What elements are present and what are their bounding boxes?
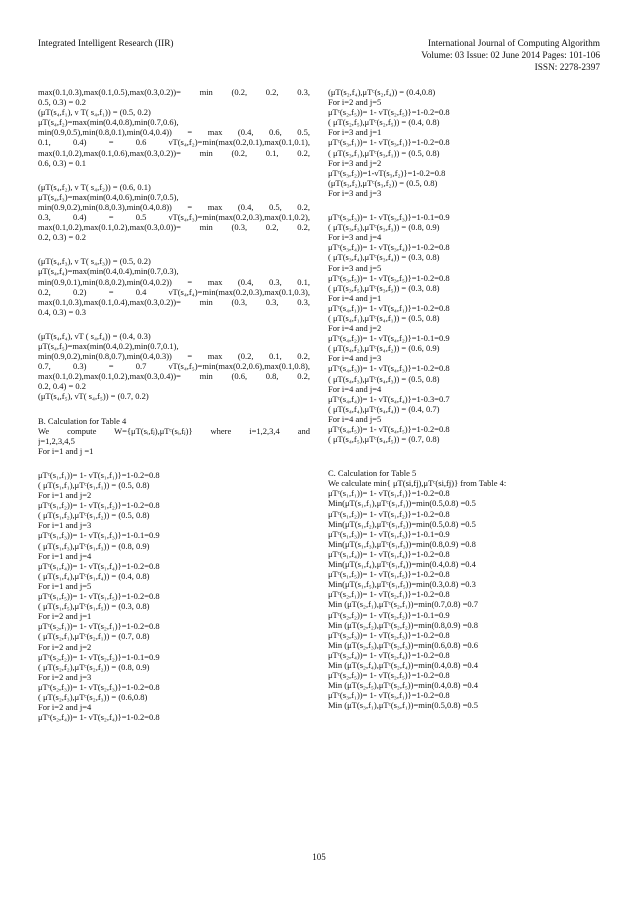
- text-line: max(0.1,0.3),max(0.1,0.5),max(0.3,0.2))= min (0.2, 0.2, 0.3,: [38, 87, 310, 97]
- text-line: ( μT(s₂,f₁),μTᶜ(s₂,f₁)) = (0.7, 0.8): [38, 631, 150, 642]
- text-line: For i=2 and j=2: [38, 641, 92, 652]
- text-line: ( μT(s₄,f₃),μTᶜ(s₄,f₃)) = (0.5, 0.8): [328, 373, 440, 384]
- text-line: Min(μT(s₁,f₂),μTᶜ(s₁,f₂))=min(0.5,0.8) =0.5: [328, 518, 476, 529]
- text-line: For i=2 and j=5: [328, 97, 382, 108]
- text-line: (μT(s₄,f₁), ν T( s₄,f₁)) = (0.5, 0.2): [38, 107, 151, 118]
- journal-volume: Volume: 03 Issue: 02 June 2014 Pages: 101-106: [421, 51, 600, 62]
- text-line: (μT(s₄,f₃), ν T( s₄,f₃)) = (0.5, 0.2): [38, 256, 151, 267]
- running-header-right: [421, 38, 600, 75]
- text-line: ( μT(s₄,f₁),μTᶜ(s₄,f₁)) = (0.5, 0.8): [328, 312, 440, 323]
- text-line: ( μT(s₄,f₂),μTᶜ(s₄,f₂)) = (0.6, 0.9): [328, 343, 440, 354]
- text-line: ( μT(s₁,f₂),μTᶜ(s₁,f₂)) = (0.5, 0.8): [38, 510, 150, 521]
- text-line: Min (μT(s₃,f₁),μTᶜ(s₃,f₁))=min(0.5,0.8) =0.5: [328, 700, 479, 711]
- text-line: max(0.1,0.2),max(0.1,0.6),max(0.3,0.2))= min (0.2, 0.1, 0.2,: [38, 147, 310, 158]
- text-line: μTᶜ(s₂,f₄))= 1- νT(s₂,f₄)}=1-0.2=0.8: [38, 712, 160, 723]
- spacer: [38, 168, 310, 182]
- text-line: Min(μT(s₁,f₃),μTᶜ(s₁,f₃))=min(0.8,0.9) =0.8: [328, 538, 476, 549]
- text-line: μTᶜ(s₂,f₅))= 1- νT(s₂,f₅)}=1-0.2=0.8: [328, 107, 450, 118]
- text-line: μTᶜ(s₄,f₃))= 1- νT(s₄,f₃)}=1-0.2=0.8: [328, 363, 450, 374]
- text-line: ( μT(s₃,f₅),μTᶜ(s₃,f₅)) = (0.3, 0.8): [328, 282, 440, 293]
- text-line: For i=3 and j=5: [328, 262, 382, 273]
- text-line: μTᶜ(s₁,f₄))= 1- νT(s₁,f₄)}=1-0.2=0.8: [328, 548, 450, 559]
- text-line: For i=1 and j =1: [38, 445, 94, 456]
- text-line: max(0.1,0.3),max(0.1,0.4),max(0.3,0.2))= min (0.3, 0.3, 0.3,: [38, 296, 310, 307]
- text-line: μTᶜ(s₄,f₁))= 1- νT(s₄,f₁)}=1-0.2=0.8: [328, 302, 450, 313]
- text-line: max(0.1,0.2),max(0.1,0.2),max(0.3,0.0))= min (0.3, 0.2, 0.2,: [38, 222, 310, 233]
- text-line: μTᶜ(s₂,f₂))= 1- νT(s₂,f₂)}=1-0.1=0.9: [38, 651, 160, 662]
- text-line: We compute W={μT(sᵢ,fⱼ),μTᶜ(sᵢ,fⱼ)} where i=1,2,3,4 and: [38, 425, 310, 436]
- journal-publisher: Integrated Intelligent Research (IIR): [38, 39, 174, 49]
- text-line: μTᶜ(s₂,f₃))= 1- νT(s₂,f₃)}=1-0.2=0.8: [328, 629, 450, 640]
- text-line: For i=4 and j=3: [328, 353, 382, 364]
- text-line: 0.1, 0.4) = 0.6 νT(s₄,f₂)=min(max(0.2,0.1),max(0.1,0.1),: [38, 137, 310, 148]
- text-line: μTᶜ(s₁,f₃))= 1- νT(s₁,f₃)}=1-0.1=0.9: [328, 528, 450, 539]
- spacer: [328, 444, 600, 468]
- spacer: [38, 242, 310, 256]
- text-line: μTᶜ(s₁,f₁))= 1- νT(s₁,f₁)}=1-0.2=0.8: [328, 488, 450, 499]
- text-line: For i=3 and j=4: [328, 232, 382, 243]
- text-line: For i=1 and j=5: [38, 580, 92, 591]
- text-line: For i=2 and j=3: [38, 671, 92, 682]
- text-line: Min (μT(s₂,f₁),μTᶜ(s₂,f₁))=min(0.7,0.8) =0.7: [328, 599, 479, 610]
- text-line: μT(s₄,f₂)=max(min(0.4,0.8),min(0.7,0.6),: [38, 117, 179, 128]
- text-line: ( μT(s₃,f₃),μTᶜ(s₃,f₃)) = (0.8, 0.9): [328, 222, 440, 233]
- text-line: μTᶜ(s₃,f₅))= 1- νT(s₃,f₅)}=1-0.2=0.8: [328, 272, 450, 283]
- text-line: For i=3 and j=2: [328, 157, 382, 168]
- text-line: min(0.9,0.2),min(0.8,0.7),min(0.4,0.3)) = max (0.2, 0.1, 0.2,: [38, 351, 310, 362]
- text-line: μTᶜ(s₁,f₅))= 1- νT(s₁,f₅)}=1-0.2=0.8: [38, 591, 160, 602]
- text-line: (μT(s₂,f₄),μTᶜ(s₂,f₄)) = (0.4,0.8): [328, 87, 436, 97]
- text-line: min(0.9,0.5),min(0.8,0.1),min(0.4,0.4)) = max (0.4, 0.6, 0.5,: [38, 127, 310, 138]
- text-line: (μT(s₃,f₂),μTᶜ(s₃,f₂)) = (0.5, 0.8): [328, 177, 438, 188]
- text-line: (μT(s₄,f₅), νT( s₄,f₅)) = (0.7, 0.2): [38, 391, 149, 402]
- text-line: For i=3 and j=1: [328, 127, 382, 138]
- right-column: [328, 87, 600, 710]
- text-line: 0.7, 0.3) = 0.7 νT(s₄,f₅)=min(max(0.2,0.6),max(0.1,0.8),: [38, 361, 310, 372]
- text-line: ( μT(s₄,f₄),μTᶜ(s₄,f₄)) = (0.4, 0.7): [328, 403, 440, 414]
- text-line: μTᶜ(s₂,f₄))= 1- νT(s₂,f₄)}=1-0.2=0.8: [328, 649, 450, 660]
- text-line: For i=2 and j=4: [38, 702, 92, 713]
- text-line: For i=4 and j=5: [328, 413, 382, 424]
- text-line: 0.6, 0.3) = 0.1: [38, 157, 86, 168]
- text-line: μTᶜ(s₂,f₃))= 1- νT(s₂,f₃)}=1-0.2=0.8: [38, 681, 160, 692]
- text-line: ( μT(s₂,f₂),μTᶜ(s₂,f₂)) = (0.8, 0.9): [38, 661, 150, 672]
- text-line: min(0.9,0.1),min(0.8,0.2),min(0.4,0.2)) = max (0.4, 0.3, 0.1,: [38, 276, 310, 287]
- text-line: For i=4 and j=2: [328, 323, 382, 334]
- text-line: B. Calculation for Table 4: [38, 415, 127, 426]
- text-line: C. Calculation for Table 5: [328, 468, 417, 479]
- text-line: μTᶜ(s₄,f₂))= 1- νT(s₄,f₂)}=1-0.1=0.9: [328, 333, 450, 344]
- text-line: ( μT(s₂,f₅),μTᶜ(s₂,f₅)) = (0.4, 0.8): [328, 117, 440, 128]
- text-line: μTᶜ(s₄,f₄))= 1- νT(s₄,f₄)}=1-0.3=0.7: [328, 393, 450, 404]
- text-line: μTᶜ(s₁,f₄))= 1- νT(s₁,f₄)}=1-0.2=0.8: [38, 560, 160, 571]
- text-line: ( μT(s₄,f₅),μTᶜ(s₄,f₅)) = (0.7, 0.8): [328, 434, 440, 445]
- text-line: ( μT(s₁,f₁),μTᶜ(s₁,f₁)) = (0.5, 0.8): [38, 480, 150, 490]
- text-line: 0.2, 0.2) = 0.4 νT(s₄,f₄)=min(max(0.2,0.3),max(0.1,0.3),: [38, 286, 310, 297]
- text-line: For i=1 and j=3: [38, 520, 92, 531]
- text-line: ( μT(s₁,f₅),μTᶜ(s₁,f₅)) = (0.3, 0.8): [38, 601, 150, 612]
- journal-title: International Journal of Computing Algorithm: [428, 39, 600, 49]
- text-line: ( μT(s₃,f₄),μTᶜ(s₃,f₄)) = (0.3, 0.8): [328, 252, 440, 263]
- text-line: Min (μT(s₂,f₅),μTᶜ(s₂,f₅))=min(0.4,0.8) =0.4: [328, 680, 479, 691]
- text-line: (μT(s₄,f₄), νT ( s₄,f₄)) = (0.4, 0.3): [38, 330, 151, 341]
- text-line: 0.4, 0.3) = 0.3: [38, 306, 86, 317]
- text-line: μTᶜ(s₁,f₂))= 1- νT(s₁,f₂)}=1-0.2=0.8: [328, 508, 450, 519]
- text-line: μTᶜ(s₁,f₁))= 1- νT(s₁,f₁)}=1-0.2=0.8: [38, 469, 160, 480]
- text-line: Min(μT(s₁,f₅),μTᶜ(s₁,f₅))=min(0.3,0.8) =0.3: [328, 579, 476, 590]
- text-line: min(0.9,0.2),min(0.8,0.3),min(0.4,0.8)) = max (0.4, 0.5, 0.2,: [38, 201, 310, 212]
- text-line: 0.2, 0.4) = 0.2: [38, 381, 86, 392]
- spacer: [38, 317, 310, 331]
- text-line: Min (μT(s₂,f₃),μTᶜ(s₂,f₃))=min(0.6,0.8) =0.6: [328, 639, 479, 650]
- text-line: For i=4 and j=1: [328, 292, 382, 303]
- text-line: μTᶜ(s₂,f₂))= 1- νT(s₂,f₂)}=1-0.1=0.9: [328, 609, 450, 620]
- text-line: μT(s₄,f₅)=max(min(0.4,0.2),min(0.7,0.1),: [38, 340, 179, 351]
- text-line: For i=3 and j=3: [328, 187, 382, 198]
- text-line: ( μT(s₁,f₃),μTᶜ(s₁,f₃)) = (0.8, 0.9): [38, 540, 150, 551]
- text-line: μTᶜ(s₃,f₁))= 1- νT(s₃,f₁)}=1-0.2=0.8: [328, 137, 450, 148]
- journal-issn: ISSN: 2278-2397: [534, 63, 600, 74]
- text-line: μTᶜ(s₃,f₄))= 1- νT(s₃,f₄)}=1-0.2=0.8: [328, 242, 450, 253]
- left-column: [38, 87, 310, 722]
- text-line: Min(μT(s₁,f₁),μTᶜ(s₁,f₁))=min(0.5,0.8) =0.5: [328, 498, 476, 509]
- text-line: μTᶜ(s₃,f₃))= 1- νT(s₃,f₃)}=1-0.1=0.9: [328, 212, 450, 223]
- text-line: μTᶜ(s₂,f₅))= 1- νT(s₂,f₅)}=1-0.2=0.8: [328, 670, 450, 681]
- text-line: μTᶜ(s₂,f₁))= 1- νT(s₂,f₁)}=1-0.2=0.8: [38, 621, 160, 632]
- text-line: μTᶜ(s₁,f₂))= 1- νT(s₁,f₂)}=1-0.2=0.8: [38, 500, 160, 511]
- text-line: For i=4 and j=4: [328, 383, 382, 394]
- text-line: ( μT(s₂,f₃),μTᶜ(s₂,f₃)) = (0.6,0.8): [38, 691, 148, 702]
- spacer: [38, 402, 310, 416]
- text-line: μTᶜ(s₂,f₁))= 1- νT(s₂,f₁)}=1-0.2=0.8: [328, 589, 450, 600]
- text-line: μTᶜ(s₃,f₁))= 1- νT(s₃,f₁)}=1-0.2=0.8: [328, 690, 450, 701]
- text-line: μTᶜ(s₁,f₅))= 1- νT(s₁,f₅)}=1-0.2=0.8: [328, 569, 450, 580]
- text-line: ( μT(s₁,f₄),μTᶜ(s₁,f₄)) = (0.4, 0.8): [38, 570, 150, 581]
- text-line: 0.5, 0.3) = 0.2: [38, 97, 86, 108]
- text-line: We calculate min{ μT(si,fj),μTᶜ(si,fj)} from Table 4:: [328, 478, 507, 489]
- text-line: 0.3, 0.4) = 0.5 νT(s₄,f₃)=min(max(0.2,0.3),max(0.1,0.2),: [38, 212, 310, 223]
- text-line: j=1,2,3,4,5: [38, 435, 75, 446]
- text-line: μT(s₄,f₄)=max(min(0.4,0.4),min(0.7,0.3),: [38, 266, 179, 277]
- text-line: μT(s₄,f₃)=max(min(0.4,0.6),min(0.7,0.5),: [38, 191, 179, 202]
- spacer: [328, 198, 600, 212]
- text-line: μTᶜ(s₃,f₂))=1-νT(s₃,f₂)}=1-0.2=0.8: [328, 167, 446, 178]
- text-line: max(0.1,0.2),max(0.1,0.2),max(0.3,0.4))= min (0.6, 0.8, 0.2,: [38, 371, 310, 382]
- text-line: For i=1 and j=2: [38, 490, 92, 501]
- running-header-left: [38, 38, 174, 50]
- text-line: For i=2 and j=1: [38, 611, 92, 622]
- text-line: μTᶜ(s₁,f₃))= 1- νT(s₁,f₃)}=1-0.1=0.9: [38, 530, 160, 541]
- text-line: μTᶜ(s₄,f₅))= 1- νT(s₄,f₅)}=1-0.2=0.8: [328, 424, 450, 434]
- text-line: Min (μT(s₂,f₄),μTᶜ(s₂,f₄))=min(0.4,0.8) =0.4: [328, 659, 479, 670]
- text-line: 0.2, 0.3) = 0.2: [38, 232, 86, 243]
- text-line: Min(μT(s₁,f₄),μTᶜ(s₁,f₄))=min(0.4,0.8) =0.4: [328, 559, 476, 570]
- text-line: ( μT(s₃,f₁),μTᶜ(s₃,f₁)) = (0.5, 0.8): [328, 147, 440, 158]
- spacer: [38, 456, 310, 470]
- page-number: 105: [312, 852, 326, 862]
- text-line: For i=1 and j=4: [38, 550, 92, 561]
- text-line: (μT(s₄,f₂), ν T( s₄,f₂)) = (0.6, 0.1): [38, 181, 151, 192]
- text-line: Min (μT(s₂,f₂),μTᶜ(s₂,f₂))=min(0.8,0.9) =0.8: [328, 619, 479, 630]
